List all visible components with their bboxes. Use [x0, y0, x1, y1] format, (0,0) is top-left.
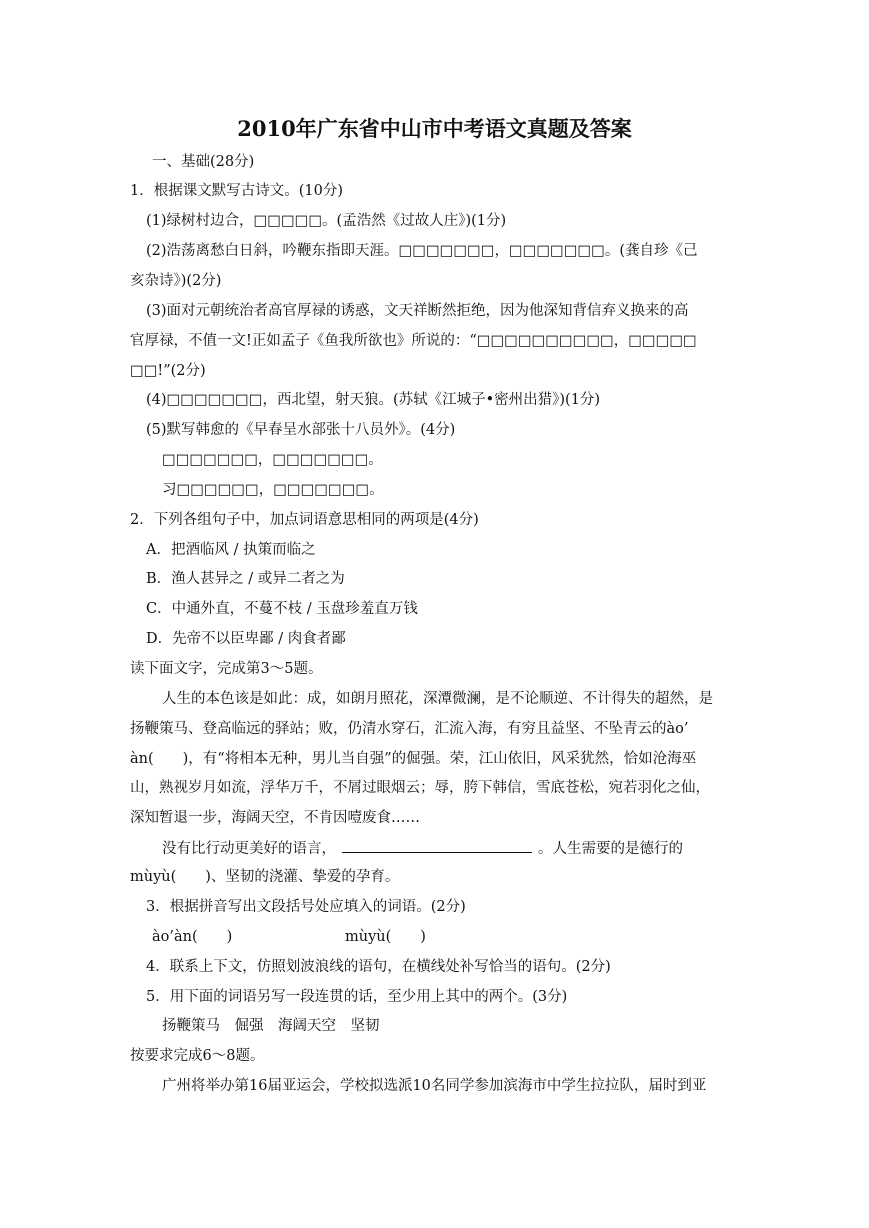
- question-1-part-2-line-2: 亥杂诗》)(2分): [130, 273, 222, 289]
- question-2-option-b: B．渔人甚异之 / 或异二者之为: [146, 571, 345, 587]
- reading-2-para-1-line-1: 广州将举办第16届亚运会，学校拟选派10名同学参加滨海市中学生拉拉队，届时到亚: [162, 1078, 707, 1094]
- question-1-part-5-line-1: □□□□□□□，□□□□□□□。: [162, 452, 383, 468]
- question-4: 4．联系上下文，仿照划波浪线的语句，在横线处补写恰当的语句。(2分): [146, 959, 611, 975]
- para-2-text-after-blank: 。人生需要的是德行的: [538, 841, 683, 857]
- reading-1-para-1-line-5: 深知暂退一步，海阔天空，不肯因噎废食……: [130, 810, 420, 826]
- reading-1-para-1-line-3: àn( )，有“将相本无种，男儿当自强”的倔强。荣，江山依旧，风采犹然，恰如沧海巫: [130, 751, 697, 767]
- question-2-stem: 2．下列各组句子中，加点词语意思相同的两项是(4分): [130, 512, 479, 528]
- reading-1-para-1-line-4: 山，熟视岁月如流，浮华万千，不屑过眼烟云；辱，胯下韩信，雪底苍松，宛若羽化之仙，: [130, 780, 710, 796]
- question-1-part-4: (4)□□□□□□□，西北望，射天狼。(苏轼《江城子•密州出猎》)(1分): [146, 392, 601, 408]
- section-heading: 一、基础(28分): [152, 154, 255, 170]
- question-1-part-1: (1)绿树村边合，□□□□□。(孟浩然《过故人庄》)(1分): [146, 213, 507, 229]
- question-1-part-3-line-3: □□!”(2分): [130, 363, 206, 379]
- question-1-stem: 1．根据课文默写古诗文。(10分): [130, 183, 343, 199]
- question-1-part-5: (5)默写韩愈的《早春呈水部张十八员外》。(4分): [146, 422, 456, 438]
- reading-1-para-1-line-2: 扬鞭策马、登高临远的驿站；败，仍清水穿石，汇流入海，有穷且益坚、不坠青云的ào’: [130, 721, 689, 737]
- para-2-text-before-blank: 没有比行动更美好的语言，: [162, 841, 336, 857]
- question-1-part-3-line-1: (3)面对元朝统治者高官厚禄的诱惑，文天祥断然拒绝，因为他深知背信弃义换来的高: [146, 303, 689, 319]
- question-2-option-c: C．中通外直，不蔓不枝 / 玉盘珍羞直万钱: [146, 601, 418, 617]
- question-5-words: 扬鞭策马 倔强 海阔天空 坚韧: [162, 1018, 380, 1034]
- fill-in-blank-line: [342, 838, 532, 853]
- reading-1-para-1-line-1: 人生的本色该是如此：成，如朗月照花，深潭微澜，是不论顺逆、不计得失的超然，是: [162, 691, 713, 707]
- reading-2-intro: 按要求完成6～8题。: [130, 1048, 265, 1064]
- question-3: 3．根据拼音写出文段括号处应填入的词语。(2分): [146, 899, 466, 915]
- reading-1-intro: 读下面文字，完成第3～5题。: [130, 661, 323, 677]
- reading-1-para-2-line-2: mùyù( )、坚韧的浇灌、挚爱的孕育。: [130, 869, 400, 885]
- question-1-part-2-line-1: (2)浩荡离愁白日斜，吟鞭东指即天涯。□□□□□□□，□□□□□□□。(龚自珍《己: [146, 243, 698, 259]
- question-2-option-d: D．先帝不以臣卑鄙 / 肉食者鄙: [146, 631, 346, 647]
- question-2-option-a: A．把酒临风 / 执策而临之: [146, 542, 316, 558]
- document-title: 2010年广东省中山市中考语文真题及答案: [237, 116, 632, 141]
- question-3-blank-a: ào’àn( ): [152, 929, 233, 945]
- question-3-blank-b: mùyù( ): [345, 929, 426, 945]
- question-5: 5．用下面的词语另写一段连贯的话，至少用上其中的两个。(3分): [146, 989, 568, 1005]
- question-1-part-3-line-2: 官厚禄，不值一文!正如孟子《鱼我所欲也》所说的：“□□□□□□□□□□，□□□□□: [130, 333, 697, 349]
- question-1-part-5-line-2: 习□□□□□□，□□□□□□□。: [162, 482, 384, 498]
- reading-1-para-2-line-1: [162, 838, 683, 859]
